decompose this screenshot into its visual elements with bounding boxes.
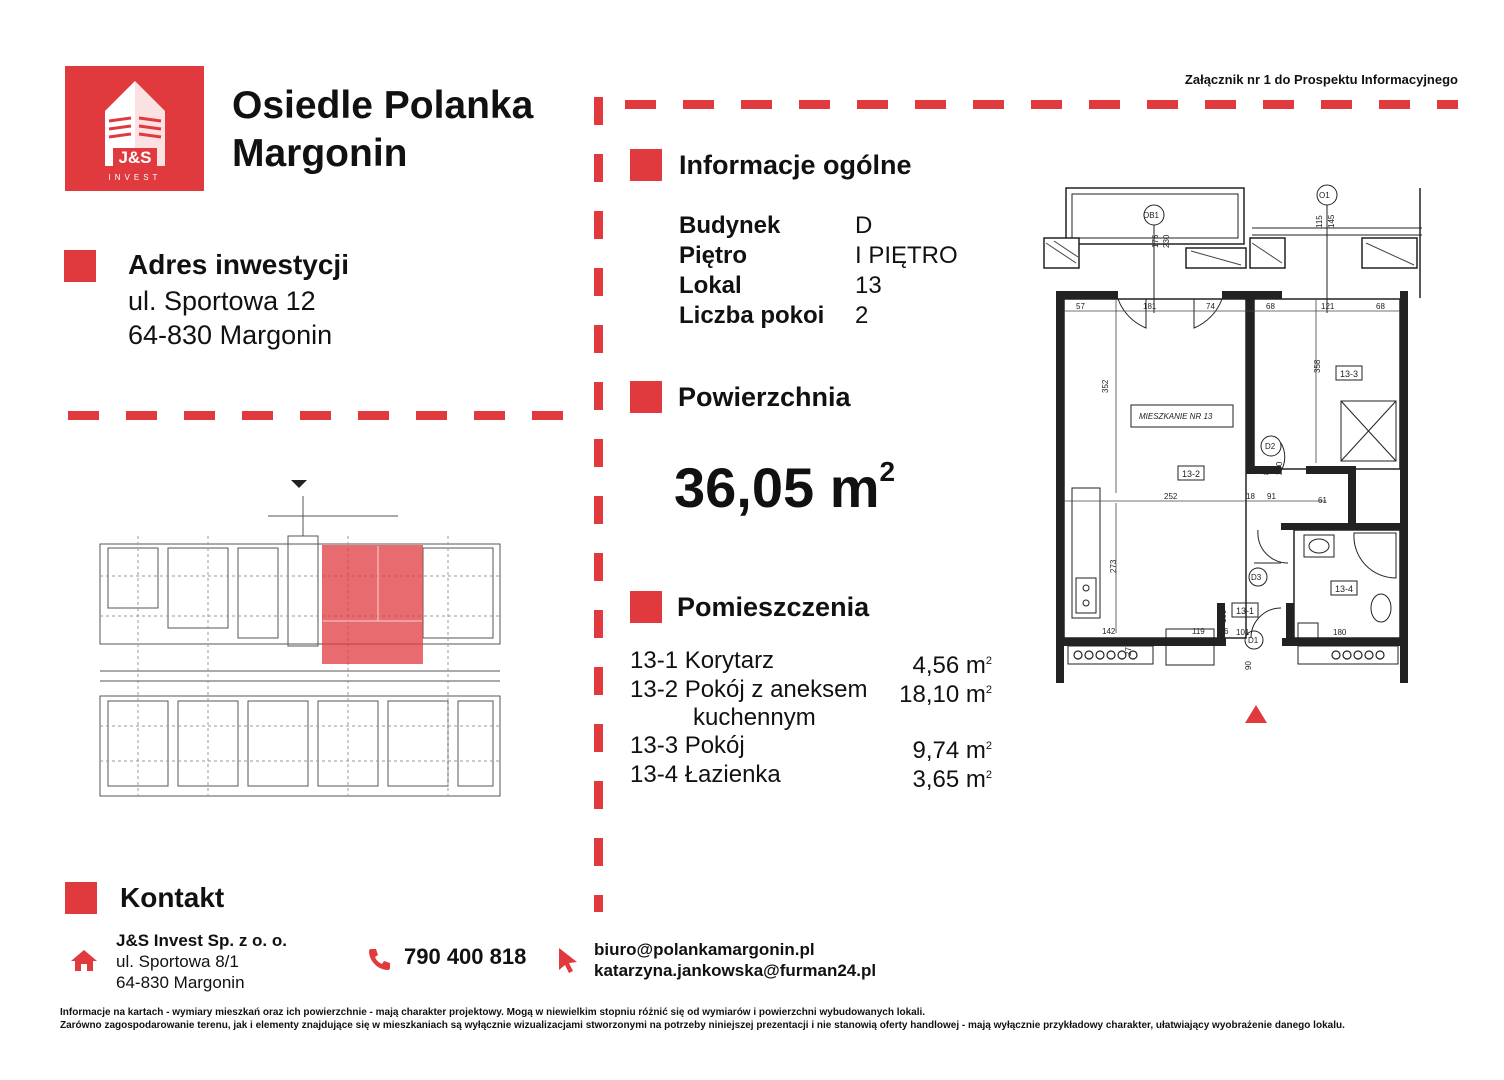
address-city: 64-830 Margonin [128,320,333,350]
room-name: 13-4 Łazienka [630,761,781,788]
room-name: 13-3 Pokój [630,732,745,759]
top-divider [625,100,1458,109]
dimension-label: 100 [1219,609,1228,623]
email-link-office[interactable]: biuro@polankamargonin.pl [594,940,815,959]
phone-icon [366,946,392,972]
room-area-unit: 2 [985,769,992,781]
dimension-label: 119 [1192,627,1205,636]
room-area-value: 3,65 m [912,766,986,793]
door-label: D1 [1248,636,1259,645]
info-label: Piętro [679,242,748,269]
entrance-marker-icon [1245,705,1267,723]
room-area-unit: 2 [985,684,992,696]
rooms-heading: Pomieszczenia [677,592,870,622]
axis-label: O1 [1319,191,1330,200]
room-name: 13-2 Pokój z aneksem [630,676,868,703]
contact-emails [594,939,876,981]
dimension-label: 273 [1109,559,1118,573]
logo-text: J&S [118,148,152,167]
room-area-unit: 2 [985,740,992,752]
dimension-label: 180 [1333,628,1347,637]
section-marker [65,882,97,914]
dimension-label: 74 [1206,302,1215,311]
dimension-label: 57 [1076,302,1085,311]
dimension-label: 142 [1102,627,1116,636]
dimension-label: 358 [1313,359,1322,373]
info-value: 13 [855,272,882,299]
email-link-agent[interactable]: katarzyna.jankowska@furman24.pl [594,961,877,980]
dimension-label: 101 [1236,628,1250,637]
disclaimer-line-2: Zarówno zagospodarowanie terenu, jak i elementy znajdujące się w mieszkaniach są wyłącznie wizualizacjami stworzonymi na potrzeby niniejszej prezentacji i nie stanowią oferty handlowej - mają wyłącznie przykładowy charakter, ułatwiający wyobrażenie danego lokalu. [60,1020,1345,1031]
room-item [630,676,1002,732]
address-street: ul. Sportowa 12 [128,286,316,316]
total-area [674,455,895,520]
dimension-label: 68 [1376,302,1385,311]
info-heading: Informacje ogólne [679,150,912,180]
dimension-label: 61 [1318,496,1327,505]
room-item [630,761,1002,793]
info-row-building [679,212,872,240]
site-plan-thumbnail [78,476,510,806]
company-city: 64-830 Margonin [116,973,245,992]
contact-heading: Kontakt [120,882,225,913]
dimension-label: 121 [1321,302,1335,311]
room-area [913,761,993,794]
room-area [899,676,992,709]
info-value: D [855,212,873,239]
dimension-label: 145 [1327,214,1336,228]
dimension-label: 80 [1262,466,1271,475]
dimension-label: 175 [1151,234,1160,248]
floor-plan [1036,183,1428,725]
title-line-1: Osiedle Polanka [232,84,534,127]
dimension-label: 68 [1266,302,1275,311]
apartment-highlight [323,546,422,663]
home-icon [70,948,98,972]
room-area-value: 18,10 m [899,681,986,708]
section-marker [64,250,96,282]
door-label: D2 [1265,442,1276,451]
dimension-label: 18 [1246,492,1255,501]
info-value: I PIĘTRO [855,242,958,269]
left-divider [68,411,580,420]
contact-phone[interactable]: 790 400 818 [404,944,527,969]
room-name: 13-1 Korytarz [630,647,775,674]
title-line-2: Margonin [232,132,408,175]
disclaimer-line-1: Informacje na kartach - wymiary mieszkań oraz ich powierzchnie - mają charakter projektowy. Mogą w niewielkim stopniu różnić się od wymiarów i powierzchni wybudowanych lokali. [60,1007,926,1018]
building-logo-icon [65,66,204,191]
dimension-label: 200 [1275,461,1284,475]
dimension-label: 230 [1162,234,1171,248]
room-label: 13-3 [1340,369,1359,379]
appendix-note: Załącznik nr 1 do Prospektu Informacyjnego [1184,72,1458,87]
address-heading: Adres inwestycji [128,249,349,280]
room-item [630,647,1002,679]
room-area-unit: 2 [985,655,992,667]
page-title [232,82,533,178]
room-area-value: 4,56 m [912,652,986,679]
section-marker [630,149,662,181]
room-name-continued: kuchennym [693,704,816,731]
info-label: Budynek [679,212,781,239]
section-marker [630,381,662,413]
company-street: ul. Sportowa 8/1 [116,952,239,971]
dimension-label: 90 [1244,661,1253,670]
logo-subtext: INVEST [108,173,162,182]
cursor-icon [556,946,580,974]
info-value: 2 [855,302,869,329]
dimension-label: 27 [1124,647,1133,656]
dimension-label: 91 [1267,492,1276,501]
company-name: J&S Invest Sp. z o. o. [116,931,287,950]
surface-heading: Powierzchnia [678,382,851,412]
info-row-rooms [679,302,868,330]
room-label: 13-2 [1182,469,1201,479]
info-row-unit [679,272,882,300]
room-area-value: 9,74 m [912,737,986,764]
info-label: Lokal [679,272,742,299]
room-label: 13-4 [1335,584,1354,594]
room-label: 13-1 [1236,606,1255,616]
total-area-unit: 2 [879,456,896,488]
section-marker [630,591,662,623]
disclaimer [60,1006,1345,1032]
dimension-label: 352 [1101,379,1110,393]
company-logo [65,66,204,191]
apartment-label: MIESZKANIE NR 13 [1139,412,1213,421]
dimension-label: 252 [1164,492,1178,501]
contact-address [116,930,287,993]
total-area-value: 36,05 m [674,456,880,519]
info-row-floor [679,242,958,270]
dimension-label: 115 [1315,215,1324,228]
axis-label: OB1 [1143,211,1160,220]
door-label: D3 [1251,573,1262,582]
info-label: Liczba pokoi [679,302,825,329]
dimension-label: 6 [1224,627,1229,636]
room-item [630,732,1002,764]
vertical-divider [594,97,603,912]
dimension-label: 181 [1143,302,1157,311]
